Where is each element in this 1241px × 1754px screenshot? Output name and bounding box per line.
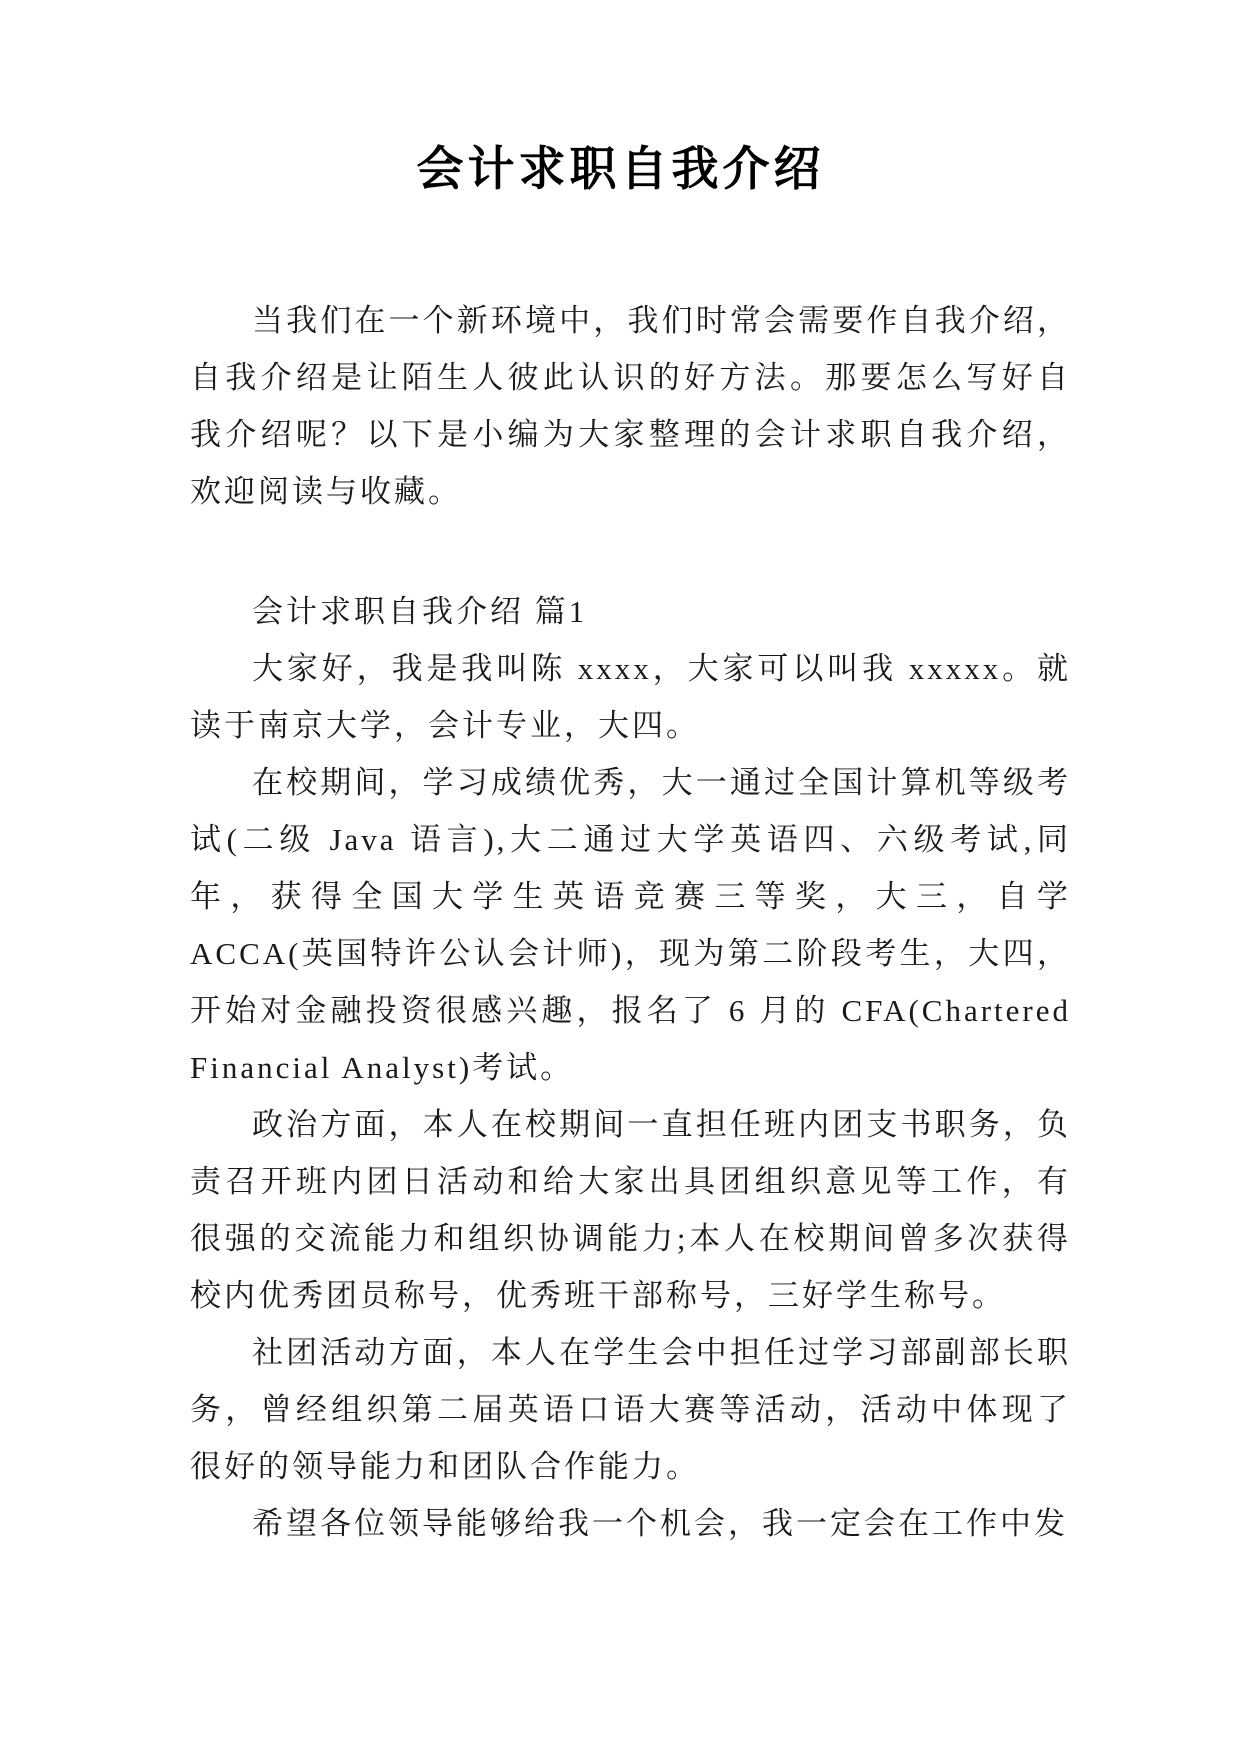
paragraph: 在校期间，学习成绩优秀，大一通过全国计算机等级考试(二级 Java 语言),大二通过大学英语四、六级考试,同年，获得全国大学生英语竞赛三等奖，大三，自学 ACCA(英国特许公认会计师)，现为第二阶段考生，大四，开始对金融投资很感兴趣，报名了 6 月的 CFA(Chartered Financial Analyst)考试。 [190, 765, 1071, 1085]
document-body [190, 292, 1071, 1552]
paragraph: 大家好，我是我叫陈 xxxx，大家可以叫我 xxxxx。就读于南京大学，会计专业，大四。 [190, 651, 1071, 743]
paragraph-truncated: 希望各位领导能够给我一个机会，我一定会在工作中发 [252, 1506, 1068, 1541]
section-heading: 会计求职自我介绍 篇1 [252, 594, 588, 629]
paragraph-intro: 当我们在一个新环境中，我们时常会需要作自我介绍，自我介绍是让陌生人彼此认识的好方法。那要怎么写好自我介绍呢？以下是小编为大家整理的会计求职自我介绍，欢迎阅读与收藏。 [190, 303, 1071, 509]
paragraph: 社团活动方面，本人在学生会中担任过学习部副部长职务，曾经组织第二届英语口语大赛等活动，活动中体现了很好的领导能力和团队合作能力。 [190, 1335, 1071, 1484]
paragraph: 政治方面，本人在校期间一直担任班内团支书职务，负责召开班内团日活动和给大家出具团组织意见等工作，有很强的交流能力和组织协调能力;本人在校期间曾多次获得校内优秀团员称号，优秀班干部称号，三好学生称号。 [190, 1107, 1071, 1313]
document-title: 会计求职自我介绍 [416, 144, 825, 196]
